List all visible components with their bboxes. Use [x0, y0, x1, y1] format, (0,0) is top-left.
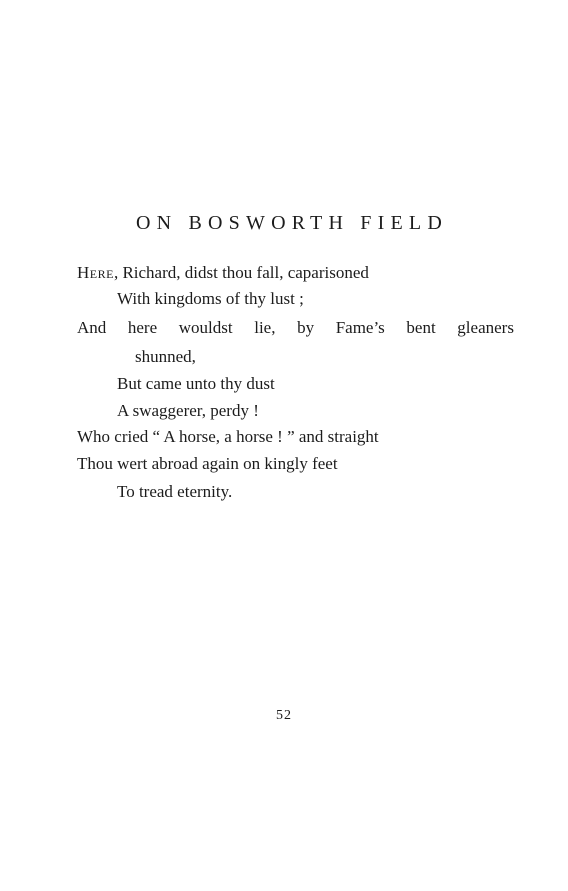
poem-line-2: With kingdoms of thy lust ;	[117, 289, 304, 308]
poem-line-1	[77, 263, 369, 283]
poem-line-3-word: And	[77, 318, 107, 337]
poem-line-6: A swaggerer, perdy !	[117, 401, 259, 420]
poem-line-1-rest: , Richard, didst thou fall, caparisoned	[113, 263, 369, 282]
poem-line-3	[77, 318, 514, 338]
poem-line-7: Who cried “ A horse, a horse ! ” and straight	[77, 427, 379, 446]
poem-line-3-word: by	[297, 318, 315, 337]
poem-line-8: Thou wert abroad again on kingly feet	[77, 454, 338, 473]
page-number: 52	[276, 708, 292, 723]
poem-line-5: But came unto thy dust	[117, 374, 275, 393]
poem-line-1-lead: Here	[77, 263, 114, 282]
poem-line-4: shunned,	[135, 347, 196, 366]
poem-line-9: To tread eternity.	[117, 482, 233, 501]
poem-line-3-word: wouldst	[178, 318, 233, 337]
poem-title: ON BOSWORTH FIELD	[136, 212, 448, 234]
poem-line-3-word: lie,	[254, 318, 276, 337]
poem-line-3-word: here	[127, 318, 158, 337]
poem-line-3-word: Fame’s	[335, 318, 385, 337]
poem-line-3-word: gleaners	[457, 318, 514, 337]
poem-line-3-word: bent	[406, 318, 436, 337]
